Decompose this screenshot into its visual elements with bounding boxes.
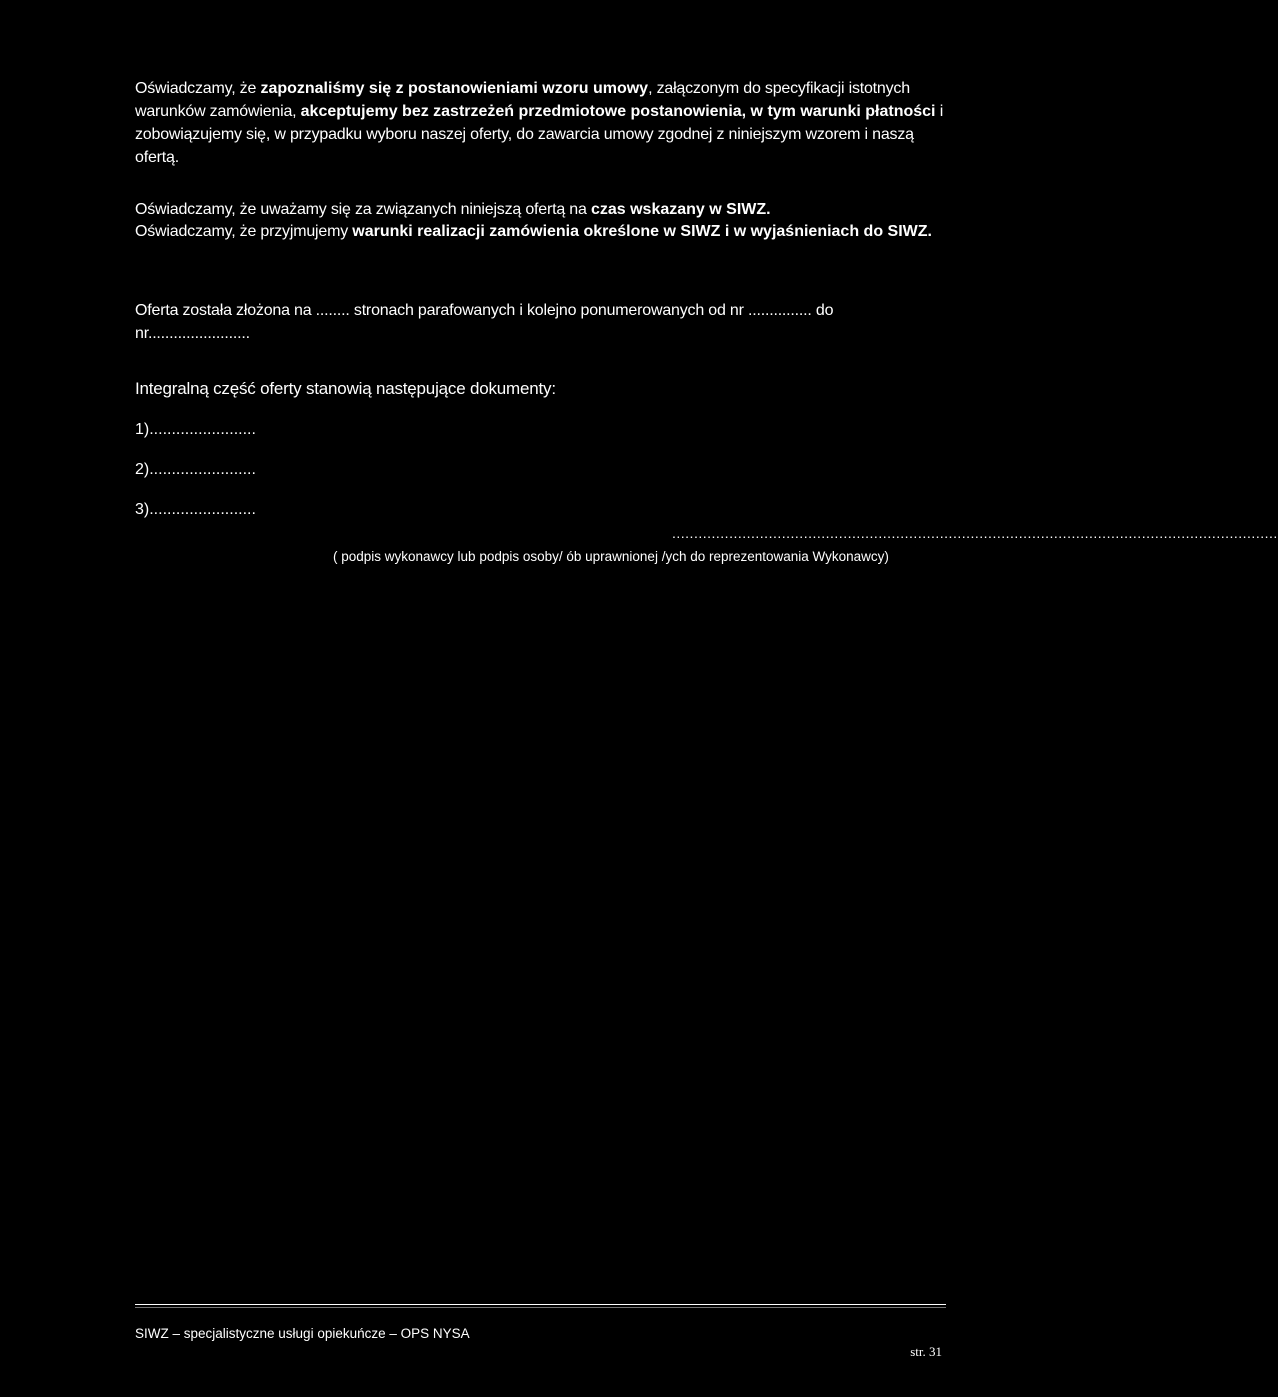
attachment-item-2: 2)........................ [135, 461, 256, 478]
conditions-declaration: Oświadczamy, że przyjmujemy warunki realizacji zamówienia określone w SIWZ i w wyjaśnieniach do SIWZ. [135, 223, 932, 240]
signature-line: .......................................................................................................................................... [672, 525, 1278, 541]
footer-divider [135, 1304, 946, 1305]
binding-period-declaration: Oświadczamy, że uważamy się za związanych niniejszą ofertą na czas wskazany w SIWZ. [135, 201, 771, 218]
acceptance-declaration: Oświadczamy, że zapoznaliśmy się z postanowieniami wzoru umowy, załączonym do specyfikacji istotnych warunków zamówienia, akceptujemy bez zastrzeżeń przedmiotowe postanowienia, w tym warunki płatności i zobowiązujemy się, w przypadku wyboru naszej oferty, do zawarcia umowy zgodnej z niniejszym wzorem i naszą ofertą. [135, 80, 944, 166]
page-number: str. 31 [910, 1344, 942, 1359]
signature-caption: ( podpis wykonawcy lub podpis osoby/ ób uprawnionej /ych do reprezentowania Wykonawcy) [333, 549, 889, 564]
footer-title: SIWZ – specjalistyczne usługi opiekuńcze – OPS NYSA [135, 1326, 470, 1341]
offer-pages-statement: Oferta została złożona na ........ stronach parafowanych i kolejno ponumerowanych od nr ............... do nr........................ [135, 302, 834, 342]
attachment-item-1: 1)........................ [135, 421, 256, 438]
footer-divider-secondary [135, 1307, 946, 1308]
attachment-item-3: 3)........................ [135, 501, 256, 518]
attachments-heading: Integralną część oferty stanowią następujące dokumenty: [135, 379, 556, 398]
